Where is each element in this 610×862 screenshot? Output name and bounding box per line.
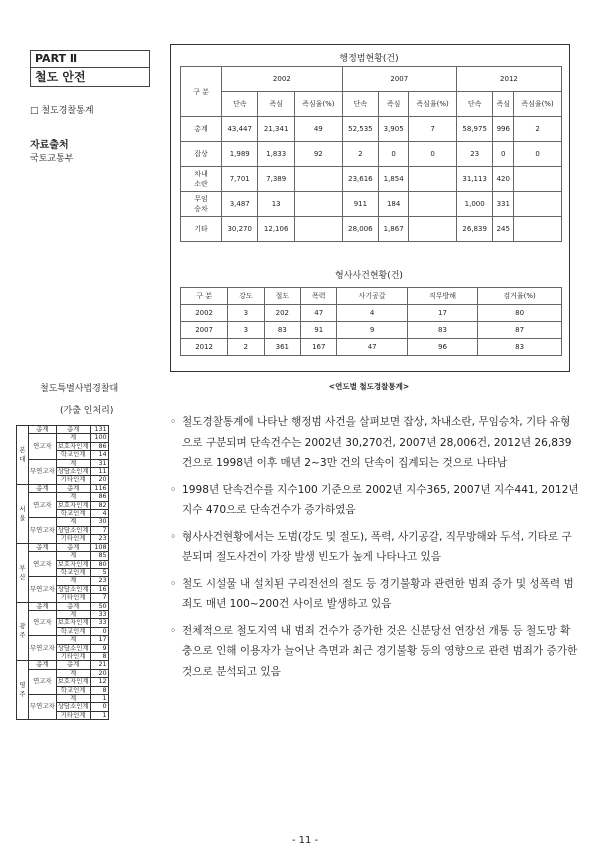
sidebar-table-row [17, 543, 109, 551]
value-cell: 331 [493, 192, 514, 217]
header-cell: 검거율(%) [478, 288, 562, 305]
group-cell: 무연고자 [29, 577, 57, 602]
value-cell: 49 [294, 117, 342, 142]
count-cell: 7 [90, 526, 108, 534]
bullet-text: 1998년 단속건수를 지수100 기준으로 2002년 지수365, 2007년 지수441, 2012년 지수 470으로 단속건수가 증가하였음 [182, 483, 579, 516]
sidebar-table-row [17, 636, 109, 644]
count-cell: 0 [90, 703, 108, 711]
value-cell [294, 167, 342, 192]
value-cell: 0 [379, 142, 409, 167]
value-cell [294, 217, 342, 242]
value-cell: 87 [478, 322, 562, 339]
value-cell: 1,854 [379, 167, 409, 192]
region-cell: 서 울 [17, 484, 29, 543]
header-cell: 사기공갈 [337, 288, 407, 305]
count-cell: 11 [90, 468, 108, 476]
bullet-item [170, 527, 580, 568]
total-label-cell: 총계 [29, 602, 57, 610]
group-cell: 무연고자 [29, 695, 57, 720]
count-cell: 33 [90, 610, 108, 618]
value-cell: 12,106 [258, 217, 294, 242]
item-cell: 상담소인계 [57, 525, 89, 534]
item-cell: 상담소인계 [57, 702, 89, 711]
subheader-cell: 단속 [222, 92, 258, 117]
item-cell: 학교인계 [56, 627, 90, 635]
group-cell: 연고자 [29, 610, 57, 635]
value-cell: 7,701 [222, 167, 258, 192]
value-cell: 245 [493, 217, 514, 242]
value-cell [294, 192, 342, 217]
bullet-mark: ◦ [170, 530, 177, 543]
value-cell: 30,270 [222, 217, 258, 242]
count-cell: 9 [90, 644, 108, 652]
source-value: 국토교통부 [30, 154, 74, 164]
group-cell: 무연고자 [29, 459, 57, 484]
count-cell: 116 [90, 484, 108, 492]
header-cell: 강도 [228, 288, 264, 305]
item-cell: 계 [56, 695, 90, 703]
value-cell: 3,905 [379, 117, 409, 142]
subheader-cell: 즉심율(%) [294, 92, 342, 117]
item-cell: 계 [56, 610, 90, 618]
table-row [181, 117, 562, 142]
item-cell: 상담소인계 [57, 467, 89, 476]
count-cell: 16 [90, 585, 108, 593]
total-sub-cell: 총계 [56, 543, 90, 551]
group-cell: 연고자 [29, 552, 57, 577]
source-heading: 자료출처 [30, 140, 69, 151]
total-sub-cell: 총계 [56, 484, 90, 492]
total-sub-cell: 총계 [56, 661, 90, 669]
value-cell: 47 [337, 339, 407, 356]
group-cell: 연고자 [29, 669, 57, 694]
value-cell: 58,975 [456, 117, 492, 142]
group-cell: 무연고자 [29, 636, 57, 661]
group-cell: 연고자 [29, 493, 57, 518]
count-cell: 20 [90, 476, 108, 484]
value-cell: 0 [514, 142, 562, 167]
value-cell: 2 [514, 117, 562, 142]
total-label-cell: 총계 [29, 661, 57, 669]
bullet-mark: ◦ [170, 483, 177, 496]
value-cell: 43,447 [222, 117, 258, 142]
row-label-cell: 잡상 [181, 142, 222, 167]
sidebar-table-row [17, 552, 109, 560]
count-cell: 8 [90, 652, 108, 660]
item-cell: 계 [56, 493, 90, 501]
count-cell: 82 [90, 501, 108, 509]
bullet-text: 철도 시설물 내 설치된 구리전선의 절도 등 경기불황과 관련한 범죄 증가 및 성폭력 범죄도 매년 100~200건 사이로 발생하고 있음 [182, 577, 574, 610]
sidebar-table-row [17, 484, 109, 492]
count-cell: 85 [90, 552, 108, 560]
bullet-mark: ◦ [170, 577, 177, 590]
criminal-case-table [180, 287, 562, 356]
count-cell: 7 [90, 594, 108, 602]
count-cell: 31 [90, 459, 108, 467]
region-cell: 광 주 [17, 602, 29, 661]
subheader-cell: 즉심율(%) [409, 92, 457, 117]
item-cell: 보호자인계 [57, 559, 89, 568]
count-cell: 100 [90, 434, 108, 442]
item-cell: 상담소인계 [57, 584, 89, 593]
value-cell: 1,833 [258, 142, 294, 167]
year-header-cell: 2012 [456, 67, 561, 92]
org-unit: (가출 인처리) [60, 406, 114, 416]
bullet-item [170, 621, 580, 683]
value-cell: 80 [478, 305, 562, 322]
value-cell: 23 [456, 142, 492, 167]
value-cell: 31,113 [456, 167, 492, 192]
bullet-list [170, 412, 580, 688]
table-caption: <연도별 철도경찰통계> [328, 382, 410, 391]
value-cell: 9 [337, 322, 407, 339]
value-cell: 21,341 [258, 117, 294, 142]
value-cell: 911 [342, 192, 378, 217]
sidebar-table-row [17, 493, 109, 501]
criminal-case-title: 형사사건현황(건) [335, 271, 403, 281]
count-cell: 12 [90, 678, 108, 686]
value-cell: 92 [294, 142, 342, 167]
admin-offense-title: 행정범현황(건) [339, 54, 399, 64]
value-cell: 420 [493, 167, 514, 192]
row-label-cell: 무임 승차 [181, 192, 222, 217]
value-cell: 2007 [181, 322, 228, 339]
item-cell: 보호자인계 [57, 618, 89, 627]
sidebar-table-row [17, 602, 109, 610]
value-cell [409, 217, 457, 242]
row-label-cell: 기타 [181, 217, 222, 242]
value-cell: 47 [301, 305, 337, 322]
item-cell: 계 [56, 518, 90, 526]
org-title: 철도특별사법경찰대 [40, 384, 119, 394]
header-cell: 폭력 [301, 288, 337, 305]
group-cell: 연고자 [29, 434, 57, 459]
value-cell: 91 [301, 322, 337, 339]
value-cell: 996 [493, 117, 514, 142]
value-cell: 4 [337, 305, 407, 322]
item-cell: 기타인계 [56, 476, 90, 484]
total-label-cell: 총계 [29, 543, 57, 551]
count-cell: 21 [90, 661, 108, 669]
item-cell: 기타인계 [56, 652, 90, 660]
value-cell [514, 167, 562, 192]
value-cell: 1,989 [222, 142, 258, 167]
value-cell: 26,839 [456, 217, 492, 242]
count-cell: 23 [90, 535, 108, 543]
item-cell: 학교인계 [56, 451, 90, 459]
value-cell: 0 [493, 142, 514, 167]
table-row [181, 339, 562, 356]
item-cell: 학교인계 [56, 510, 90, 518]
bullet-mark: ◦ [170, 416, 177, 428]
item-cell: 기타인계 [56, 711, 90, 719]
header-cell: 절도 [264, 288, 300, 305]
year-header-cell: 2007 [342, 67, 456, 92]
value-cell: 2 [342, 142, 378, 167]
bullet-text: 형사사건현황에서는 도범(강도 및 절도), 폭력, 사기공갈, 직무방해와 두석, 기타로 구분되며 절도사건이 가장 발생 빈도가 높게 나타나고 있음 [182, 530, 572, 563]
chapter-title: 철도 안전 [35, 70, 86, 84]
part-header-box [30, 50, 150, 87]
page-number: - 11 - [291, 835, 319, 846]
value-cell: 83 [264, 322, 300, 339]
value-cell [514, 192, 562, 217]
region-cell: 영 주 [17, 661, 29, 720]
total-sub-cell: 총계 [56, 426, 90, 434]
count-cell: 17 [90, 636, 108, 644]
header-cell: 구 분 [181, 288, 228, 305]
item-cell: 보호자인계 [57, 677, 89, 686]
table-row [181, 217, 562, 242]
count-cell: 14 [90, 451, 108, 459]
count-cell: 1 [90, 695, 108, 703]
part-label: PART Ⅱ [31, 51, 149, 68]
sidebar-table-row [17, 577, 109, 585]
count-cell: 5 [90, 568, 108, 576]
value-cell [514, 217, 562, 242]
total-sub-cell: 총계 [56, 602, 90, 610]
value-cell: 0 [409, 142, 457, 167]
value-cell: 17 [407, 305, 477, 322]
value-cell: 7,389 [258, 167, 294, 192]
count-cell: 86 [90, 493, 108, 501]
value-cell: 3 [228, 322, 264, 339]
subheader-cell: 즉심 [258, 92, 294, 117]
table-row [181, 305, 562, 322]
count-cell: 86 [90, 442, 108, 450]
table-row [181, 192, 562, 217]
year-header-cell: 2002 [222, 67, 343, 92]
value-cell [409, 167, 457, 192]
runaway-stats-table [16, 425, 109, 720]
item-cell: 학교인계 [56, 568, 90, 576]
bullet-mark: ◦ [170, 624, 177, 637]
count-cell: 20 [90, 669, 108, 677]
item-cell: 학교인계 [56, 686, 90, 694]
item-cell: 계 [56, 636, 90, 644]
admin-offense-table [180, 66, 562, 242]
value-cell: 1,867 [379, 217, 409, 242]
region-cell: 본 대 [17, 426, 29, 485]
row-header-cell: 구 분 [181, 67, 222, 117]
value-cell: 83 [407, 322, 477, 339]
value-cell: 184 [379, 192, 409, 217]
value-cell: 167 [301, 339, 337, 356]
value-cell: 7 [409, 117, 457, 142]
table-row [181, 322, 562, 339]
value-cell: 202 [264, 305, 300, 322]
row-label-cell: 차내 소란 [181, 167, 222, 192]
count-cell: 1 [90, 711, 108, 719]
bullet-item [170, 480, 580, 521]
value-cell [409, 192, 457, 217]
subheader-cell: 즉심 [493, 92, 514, 117]
bullet-item [170, 574, 580, 615]
section-item: □ 철도경찰통계 [30, 106, 94, 116]
item-cell: 계 [56, 552, 90, 560]
value-cell: 52,535 [342, 117, 378, 142]
row-label-cell: 총계 [181, 117, 222, 142]
count-cell: 0 [90, 627, 108, 635]
bullet-item [170, 412, 580, 474]
table-row [181, 167, 562, 192]
bullet-text: 철도경찰통계에 나타난 행정범 사건을 살펴보면 잡상, 차내소란, 무임승차, 기타 유형으로 구분되며 단속건수는 2002년 30,270건, 2007년 28,006건, 2012년 26,839건으로 1998년 이후 매년 2~3만 건의 단속이 집계되는 것으로 나타남 [182, 416, 572, 469]
value-cell: 3 [228, 305, 264, 322]
count-cell: 30 [90, 518, 108, 526]
count-cell: 80 [90, 560, 108, 568]
count-cell: 108 [90, 543, 108, 551]
item-cell: 보호자인계 [57, 500, 89, 509]
value-cell: 2002 [181, 305, 228, 322]
value-cell: 96 [407, 339, 477, 356]
subheader-cell: 즉심 [379, 92, 409, 117]
item-cell: 계 [56, 669, 90, 677]
header-cell: 직무방해 [407, 288, 477, 305]
group-cell: 무연고자 [29, 518, 57, 543]
subheader-cell: 즉심율(%) [514, 92, 562, 117]
value-cell: 23,616 [342, 167, 378, 192]
count-cell: 4 [90, 510, 108, 518]
count-cell: 50 [90, 602, 108, 610]
item-cell: 기타인계 [56, 594, 90, 602]
region-cell: 부 산 [17, 543, 29, 602]
total-label-cell: 총계 [29, 426, 57, 434]
count-cell: 131 [90, 426, 108, 434]
count-cell: 8 [90, 686, 108, 694]
total-label-cell: 총계 [29, 484, 57, 492]
value-cell: 28,006 [342, 217, 378, 242]
item-cell: 보호자인계 [57, 441, 89, 450]
value-cell: 2 [228, 339, 264, 356]
table-row [181, 142, 562, 167]
item-cell: 기타인계 [56, 535, 90, 543]
item-cell: 계 [56, 434, 90, 442]
subheader-cell: 단속 [456, 92, 492, 117]
count-cell: 33 [90, 619, 108, 627]
item-cell: 상담소인계 [57, 643, 89, 652]
value-cell: 361 [264, 339, 300, 356]
value-cell: 83 [478, 339, 562, 356]
sidebar-table-row [17, 661, 109, 669]
value-cell: 3,487 [222, 192, 258, 217]
subheader-cell: 단속 [342, 92, 378, 117]
value-cell: 13 [258, 192, 294, 217]
count-cell: 23 [90, 577, 108, 585]
value-cell: 1,000 [456, 192, 492, 217]
item-cell: 계 [56, 459, 90, 467]
item-cell: 계 [56, 577, 90, 585]
value-cell: 2012 [181, 339, 228, 356]
bullet-text: 전체적으로 철도지역 내 범죄 건수가 증가한 것은 신분당선 연장선 개통 등 철도망 확충으로 인해 이용자가 늘어난 측면과 최근 경기불황 등의 영향으로 관련 범죄가 증가한 것으로 분석되고 있음 [182, 624, 578, 678]
